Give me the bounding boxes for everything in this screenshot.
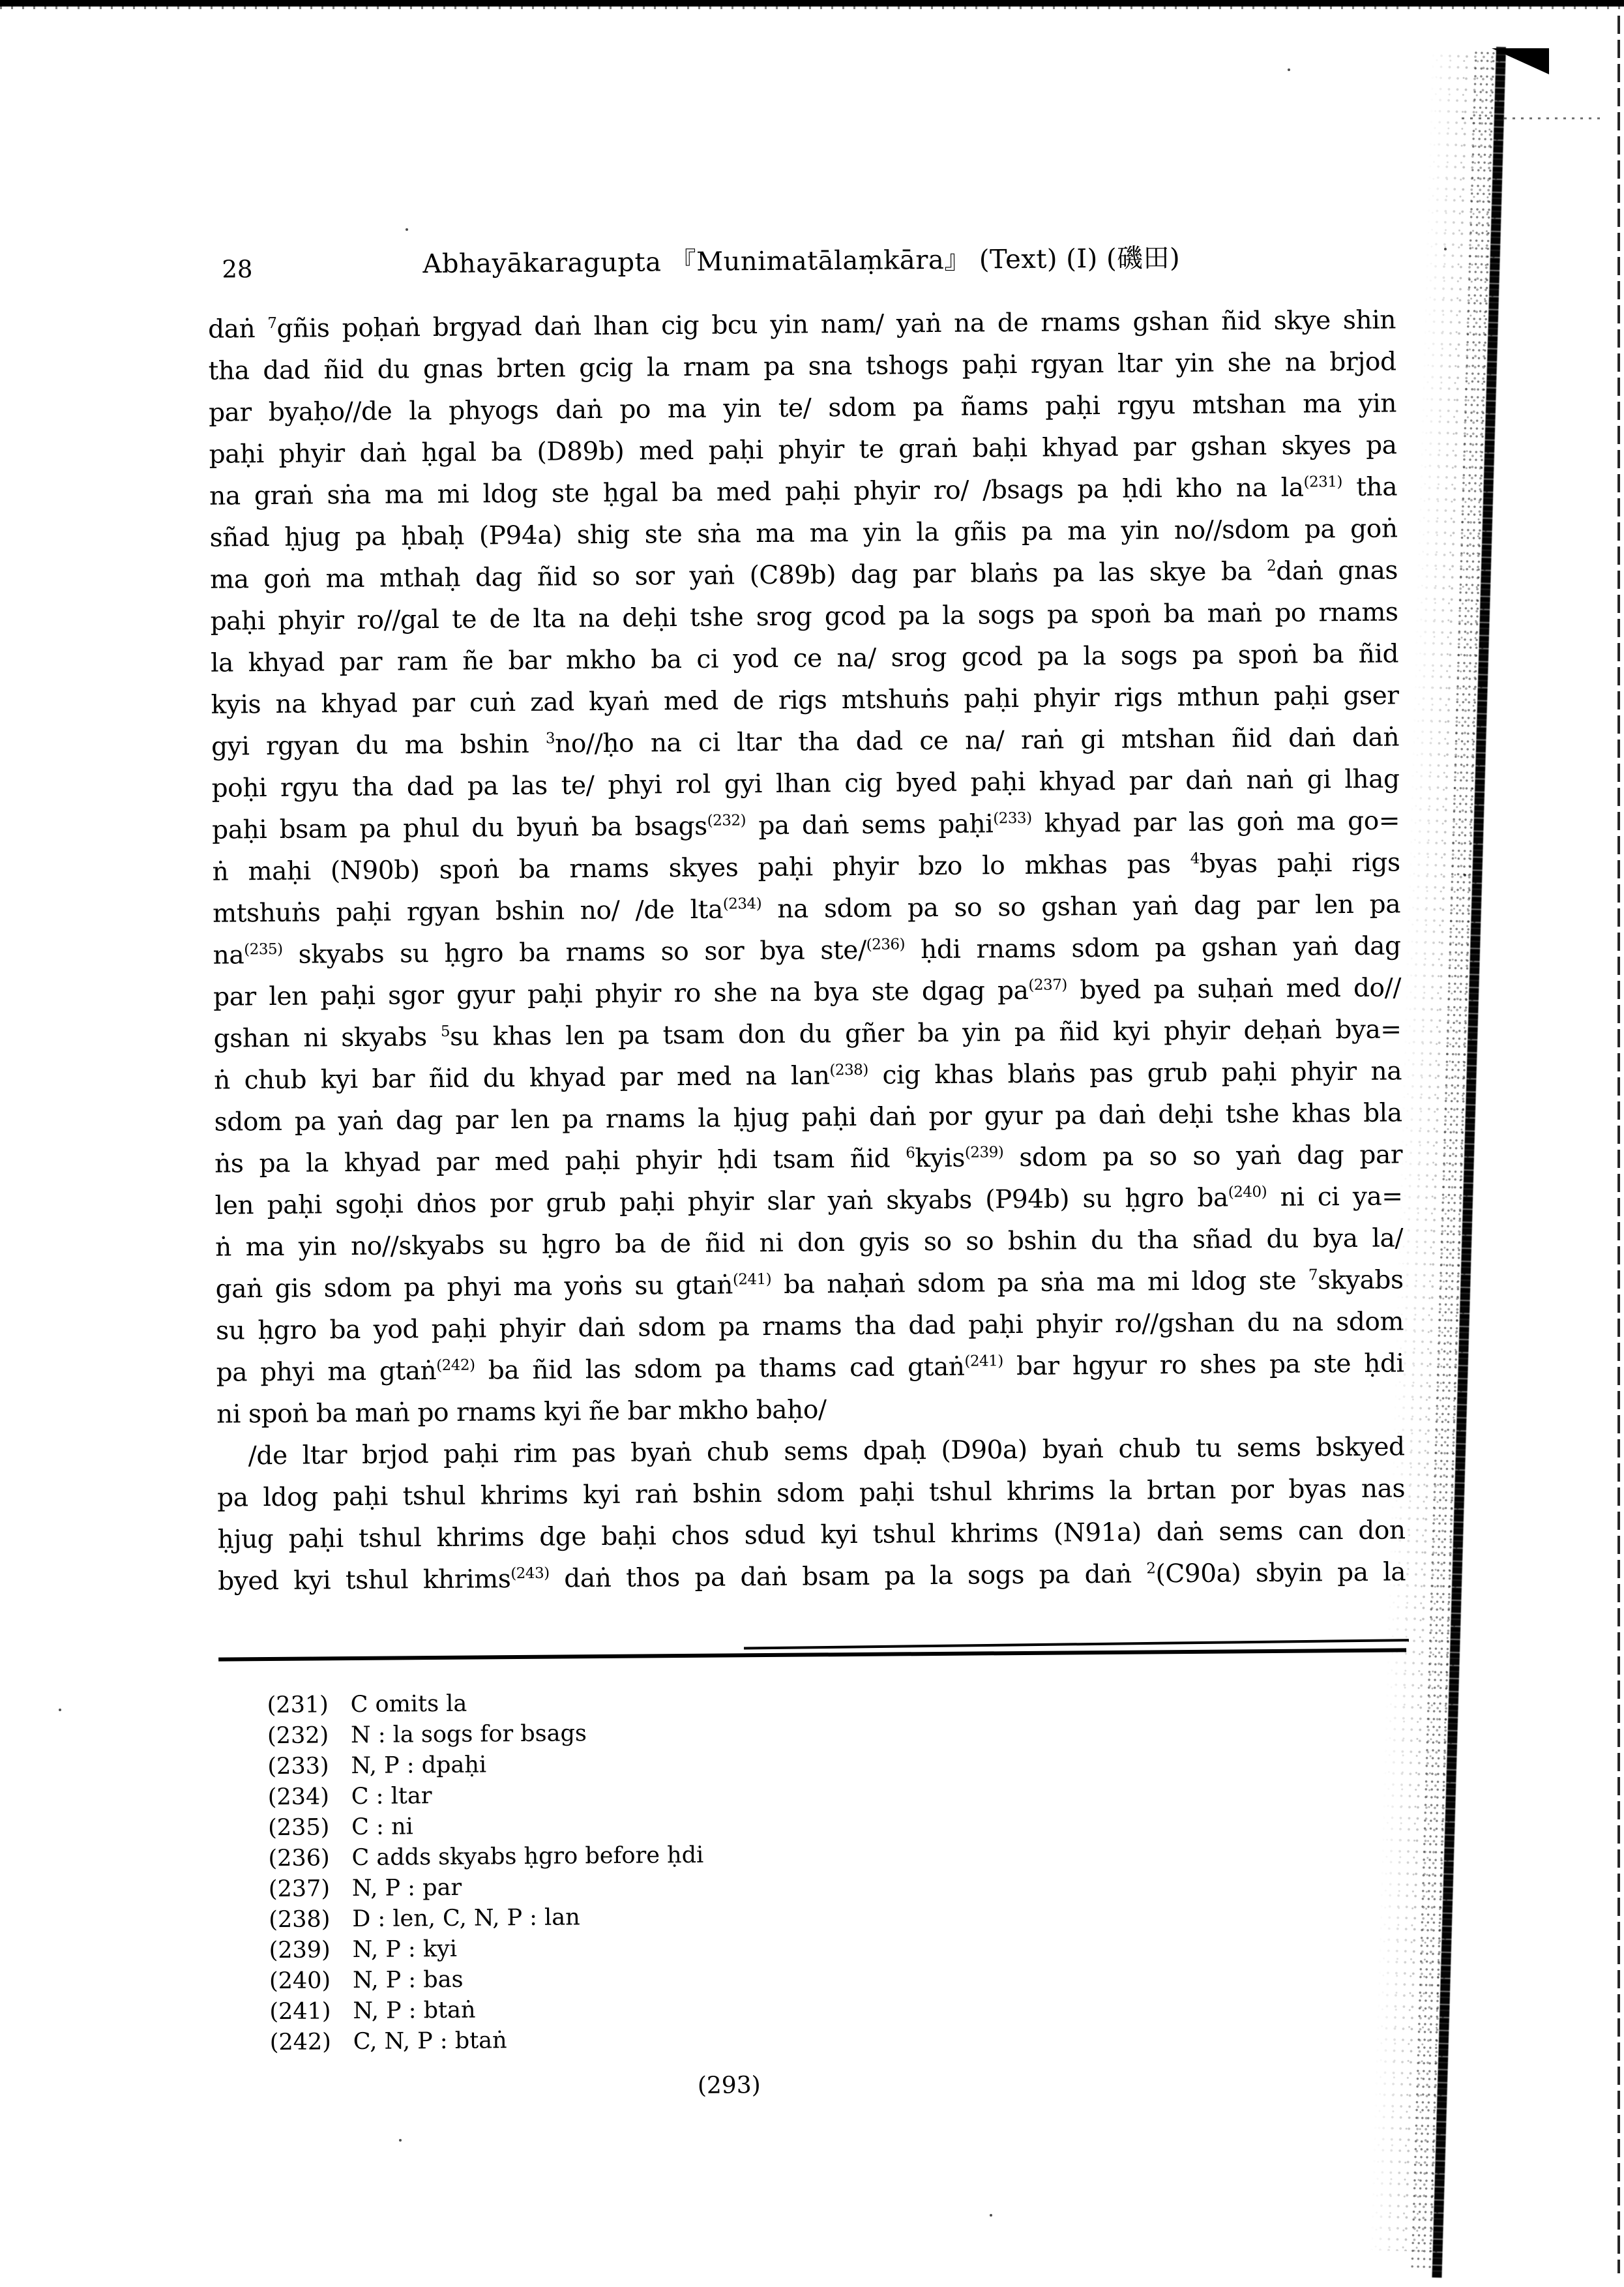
scan-right-edge-line <box>1617 16 1620 2273</box>
body-line: ṅ ma yin no//skyabs su ḥgro ba de ñid ni don gyis so so bshin du tha sñad du bya la/ <box>214 1223 1404 1263</box>
scan-top-edge-noise <box>0 7 1624 9</box>
body-line: mtshuṅs paḥi rgyan bshin no/ /de lta$^{(234)}$ na sdom pa so so gshan yaṅ dag par len pa <box>212 889 1401 929</box>
footnote-number: (238) <box>269 1906 331 1934</box>
scan-speckle <box>406 228 408 231</box>
body-line: sñad ḥjug pa ḥbaḥ (P94a) shig ste sṅa ma ma yin la gñis pa ma yin no//sdom pa goṅ <box>209 514 1398 553</box>
footnote-number: (231) <box>267 1692 329 1719</box>
body-line: byed kyi tshul khrims$^{(243)}$ daṅ thos pa daṅ bsam pa la sogs pa daṅ $^2$(C90a) sbyin pa la <box>218 1557 1406 1596</box>
body-line: la khyad par ram ñe bar mkho ba ci yod ce na/ srog gcod pa la sogs pa spoṅ ba ñid <box>210 639 1399 678</box>
scan-speckle <box>1288 68 1290 71</box>
footnote-number: (240) <box>269 1967 331 1995</box>
body-line: paḥi phyir ro//gal te de lta na deḥi tshe srog gcod pa la sogs pa spoṅ ba maṅ po rnams <box>210 597 1398 636</box>
running-header <box>207 229 1396 308</box>
body-line: daṅ $^7$gñis poḥaṅ brgyad daṅ lhan cig bcu yin nam/ yaṅ na de rnams gshan ñid skye shin <box>207 305 1396 344</box>
body-line: na graṅ sṅa ma mi ldog ste ḥgal ba med paḥi phyir ro/ /bsags pa ḥdi kho na $la^{(231)}$ tha <box>209 472 1398 511</box>
body-line: ṅ maḥi (N90b) spoṅ ba rnams skyes paḥi phyir bzo lo mkhas pas $^4$byas paḥi rigs <box>212 848 1400 887</box>
running-title: Abhayākaragupta 『Munimatālaṃkāra』 (Text) (I) (磯田) <box>422 243 1181 280</box>
body-line: $na^{(235)}$ skyabs su ḥgro ba rnams so sor bya ste/$^{(236)}$ ḥdi rnams sdom pa gshan yaṅ dag <box>213 931 1401 970</box>
body-line: gshan ni skyabs $^5$su khas len pa tsam don du gñer ba yin pa ñid kyi phyir deḥaṅ bya= <box>213 1015 1402 1054</box>
body-line: par byaḥo//de la phyogs daṅ po ma yin te/ sdom pa ñams paḥi rgyu mtshan ma yin <box>208 389 1397 428</box>
body-line: /de ltar brjod paḥi rim pas byaṅ chub sems dpaḥ (D90a) byaṅ chub tu sems bskyed <box>248 1432 1405 1471</box>
body-line: pa phyi ma gtaṅ$^{(242)}$ ba ñid las sdom pa thams cad gtaṅ$^{(241)}$ bar hgyur ro shes pa ste ḥdi <box>216 1349 1404 1388</box>
scan-speckle <box>1444 248 1447 250</box>
body-line: ma goṅ ma mthaḥ dag ñid so sor yaṅ (C89b) dag par blaṅs pa las skye ba $^2$daṅ gnas <box>209 556 1398 595</box>
footnote-text: D : len, C, N, P : lan <box>352 1904 580 1933</box>
footnote-number: (233) <box>267 1753 329 1780</box>
footnote-number: (234) <box>267 1784 330 1811</box>
body-line: tha dad ñid du gnas brten gcig la rnam pa sna tshogs paḥi rgyan ltar yin she na brjod <box>208 347 1396 386</box>
scan-dotted-row <box>1462 117 1600 119</box>
footnote-text: C adds skyabs ḥgro before ḥdi <box>351 1842 704 1872</box>
body-line: su ḥgro ba yod paḥi phyir daṅ sdom pa rnams tha dad paḥi phyir ro//gshan du na sdom <box>216 1307 1404 1346</box>
body-line: gaṅ gis sdom pa phyi ma yoṅs su gtaṅ$^{(241)}$ ba naḥaṅ sdom pa sṅa ma mi ldog ste $^7$skyabs <box>215 1265 1404 1304</box>
footnote-text: C omits la <box>350 1690 467 1718</box>
body-line: ḥjug paḥi tshul khrims dge baḥi chos sdud kyi tshul khrims (N91a) daṅ sems can don <box>217 1516 1406 1555</box>
footnote-text: N, P : bas <box>352 1966 464 1994</box>
scan-speckle <box>990 2214 992 2217</box>
footnote-text: C, N, P : btaṅ <box>353 2027 507 2055</box>
body-text <box>208 299 1406 1602</box>
footnote-number: (241) <box>269 1998 331 2025</box>
scan-speckle <box>1464 874 1466 876</box>
footnote-text: N, P : kyi <box>352 1936 458 1964</box>
body-line: poḥi rgyu tha dad pa las te/ phyi rol gyi lhan cig byed paḥi khyad par daṅ naṅ gi lhag <box>211 764 1400 803</box>
body-line: par len paḥi sgor gyur paḥi phyir ro she na bya ste dgag $pa^{(237)}$ byed pa suḥaṅ med do// <box>213 973 1402 1012</box>
footnote-list <box>219 1683 1410 2060</box>
footnote-separator-rule <box>218 1648 1406 1661</box>
scan-speckle <box>59 1709 61 1711</box>
footnote-number: (235) <box>268 1814 330 1842</box>
scan-speckle <box>399 2139 402 2142</box>
footnote-text: N, P : btaṅ <box>353 1997 476 2025</box>
body-line: kyis na khyad par cuṅ zad kyaṅ med de rigs mtshuṅs paḥi phyir rigs mthun paḥi gser <box>211 681 1399 720</box>
footnote-number: (242) <box>269 2029 332 2056</box>
body-line: gyi rgyan du ma bshin $^3$no//ḥo na ci ltar tha dad ce na/ raṅ gi mtshan ñid daṅ daṅ <box>211 723 1400 762</box>
body-line: pa ldog paḥi tshul khrims kyi raṅ bshin sdom paḥi tshul khrims la brtan por byas nas <box>217 1474 1406 1513</box>
printed-content <box>207 229 1410 2102</box>
footnote-text: N, P : dpaḥi <box>351 1752 487 1780</box>
scan-top-edge <box>0 0 1624 7</box>
footnote-text: N : la sogs for bsags <box>350 1720 587 1749</box>
body-line: sdom pa yaṅ dag par len pa rnams la ḥjug paḥi daṅ por gyur pa daṅ deḥi tshe khas bla <box>214 1098 1402 1137</box>
page-number-bottom: (293) <box>697 2072 761 2099</box>
footnote-text: C : ltar <box>351 1783 432 1810</box>
page-number-left: 28 <box>222 255 253 284</box>
body-line: ni spoṅ ba maṅ po rnams kyi ñe bar mkho baḥo/ <box>216 1395 827 1429</box>
footnote-number: (237) <box>268 1876 331 1903</box>
footnote-number: (232) <box>267 1722 329 1750</box>
footnote-text: N, P : par <box>351 1874 462 1902</box>
body-line: paḥi phyir daṅ ḥgal ba (D89b) med paḥi phyir te graṅ baḥi khyad par gshan skyes pa <box>209 430 1397 470</box>
body-line: ṅ chub kyi bar ñid du khyad par med na lan$^{(238)}$ cig khas blaṅs pas grub paḥi phyir na <box>213 1056 1402 1096</box>
body-line: paḥi bsam pa phul du byuṅ ba bsags$^{(232)}$ pa daṅ sems paḥi$^{(233)}$ khyad par las goṅ ma go= <box>211 806 1400 845</box>
body-line: ṅs pa la khyad par med paḥi phyir ḥdi tsam ñid $^6$kyis$^{(239)}$ sdom pa so so yaṅ dag par <box>214 1140 1403 1179</box>
footnote-text: C : ni <box>351 1814 413 1841</box>
body-line: len paḥi sgoḥi dṅos por grub paḥi phyir slar yaṅ skyabs (P94b) su ḥgro $ba^{(240)}$ ni ci ya= <box>214 1182 1403 1221</box>
footnote-number: (236) <box>268 1845 330 1872</box>
footnote-number: (239) <box>269 1937 331 1964</box>
